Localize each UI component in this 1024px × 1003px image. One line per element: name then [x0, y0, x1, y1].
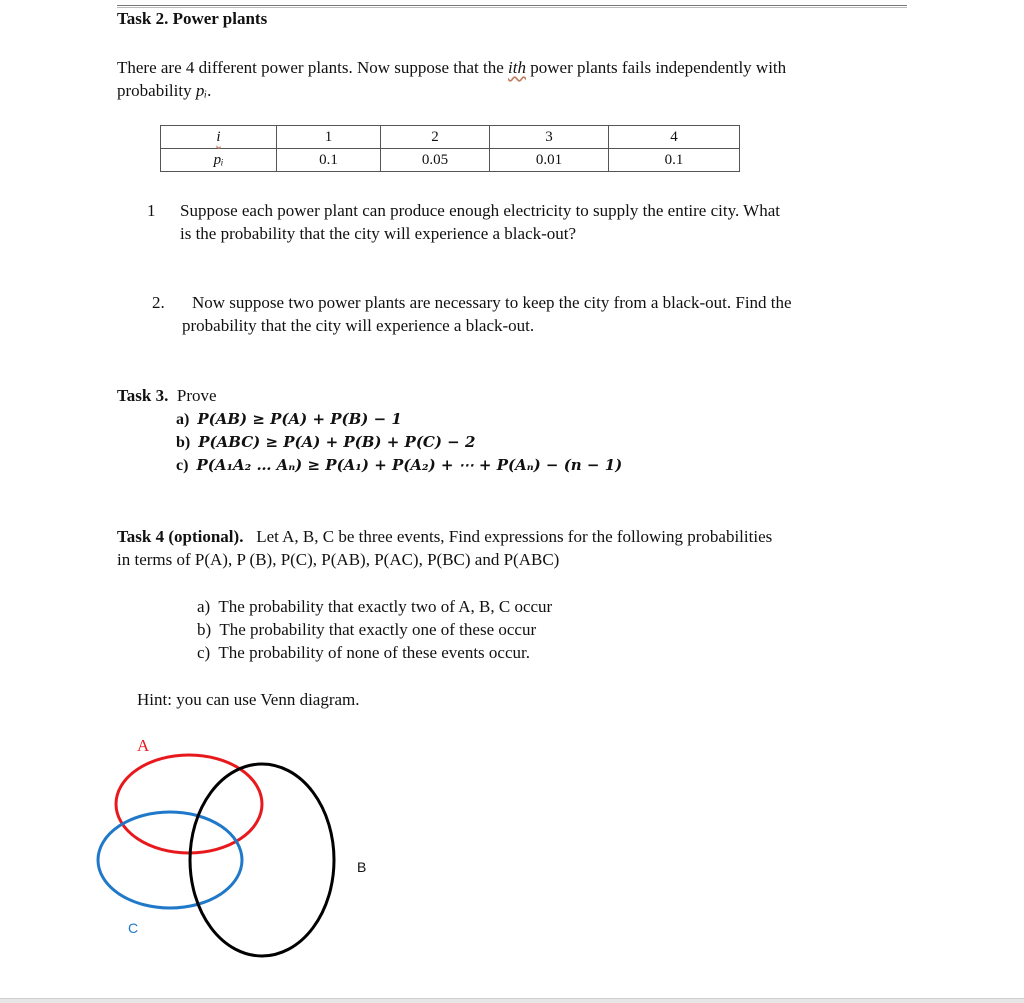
table-cell: 0.1	[277, 149, 381, 172]
formula-a: P(AB) ≥ P(A) + P(B) − 1	[197, 410, 402, 428]
task2-intro-end: .	[207, 81, 212, 100]
task3-title: Task 3.	[117, 386, 169, 405]
item-label: a)	[176, 411, 190, 428]
page-bottom-border	[0, 998, 1024, 1003]
venn-label-c: C	[128, 920, 139, 936]
item-label: c)	[197, 643, 211, 662]
task3-prove: Prove	[176, 386, 217, 405]
q2-line1: Now suppose two power plants are necessary to keep the city from a black-out. Find the	[192, 293, 792, 312]
item-text: The probability of none of these events occur.	[218, 643, 530, 662]
formula-b: P(ABC) ≥ P(A) + P(B) + P(C) − 2	[198, 433, 476, 451]
table-cell: 4	[609, 126, 740, 149]
table-cell: 0.01	[490, 149, 609, 172]
item-label: b)	[176, 434, 191, 451]
task4-line1: Let A, B, C be three events, Find expressions for the following probabilities	[256, 527, 773, 546]
table-header-label-text: i	[216, 128, 221, 145]
formula-c: P(A₁A₂ … Aₙ) ≥ P(A₁) + P(A₂) + ⋯ + P(Aₙ) − (n − 1)	[196, 456, 623, 474]
venn-label-b: B	[357, 859, 367, 875]
q1-line1: Suppose each power plant can produce enough electricity to supply the entire city. What	[180, 201, 780, 220]
table-cell: 1	[277, 126, 381, 149]
task4-title: Task 4 (optional).	[117, 527, 244, 546]
venn-label-a: A	[137, 736, 150, 755]
p-i-symbol: pᵢ	[195, 81, 208, 100]
task2-intro-line2: probability	[117, 81, 196, 100]
venn-circle-b	[190, 764, 334, 956]
task2-title: Task 2. Power plants	[117, 9, 268, 28]
ith-word: ith	[508, 58, 526, 77]
q1-number: 1	[147, 201, 156, 220]
task2-intro-b: power plants fails independently with	[526, 58, 787, 77]
q2-line2: probability that the city will experience a black-out.	[182, 316, 535, 335]
table-row-label: pᵢ	[161, 149, 277, 172]
item-label: c)	[176, 457, 189, 474]
q2-number: 2.	[152, 293, 165, 312]
table-cell: 0.05	[381, 149, 490, 172]
item-text: The probability that exactly one of these occur	[219, 620, 537, 639]
item-label: b)	[197, 620, 212, 639]
hint-text: Hint: you can use Venn diagram.	[137, 690, 360, 709]
q1-line2: is the probability that the city will experience a black-out?	[180, 224, 577, 243]
venn-circle-c	[98, 812, 242, 908]
task4-line2: in terms of P(A), P (B), P(C), P(AB), P(AC), P(BC) and P(ABC)	[117, 550, 560, 569]
table-cell: 2	[381, 126, 490, 149]
item-label: a)	[197, 597, 211, 616]
task2-intro-a: There are 4 different power plants. Now suppose that the	[117, 58, 509, 77]
table-cell: 3	[490, 126, 609, 149]
item-text: The probability that exactly two of A, B, C occur	[218, 597, 553, 616]
table-cell: 0.1	[609, 149, 740, 172]
